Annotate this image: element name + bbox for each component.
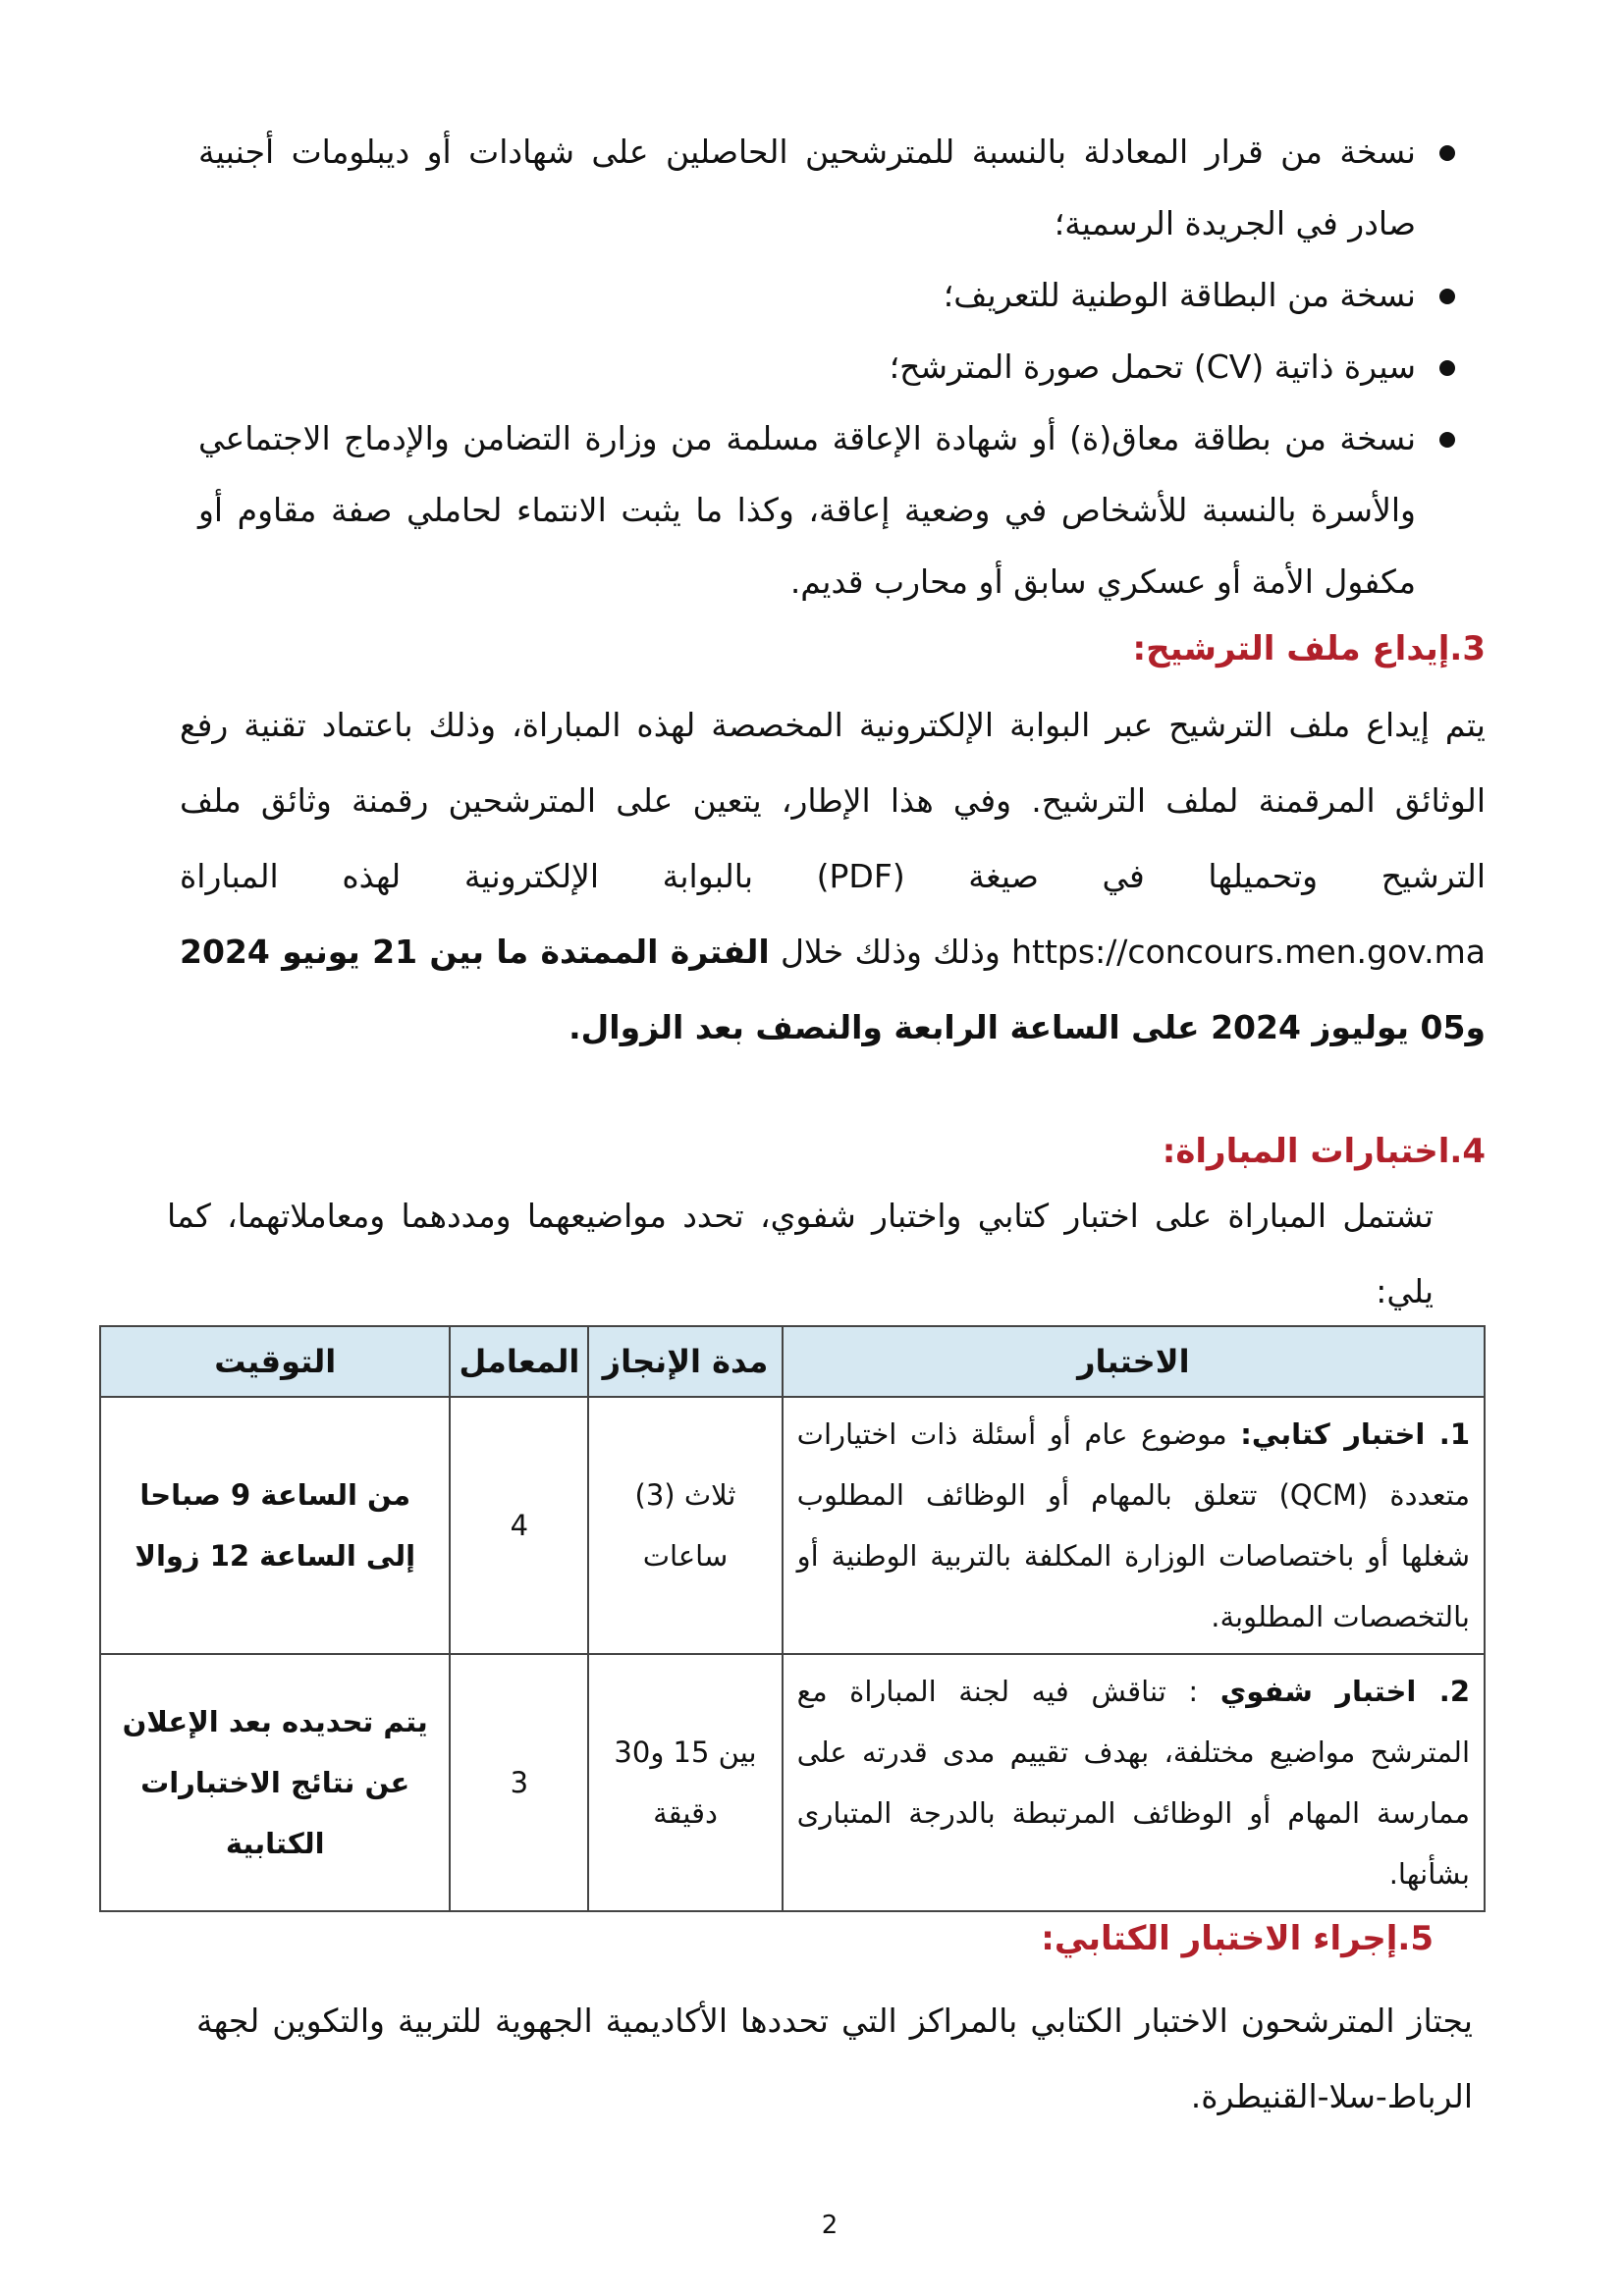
- tests-table: [99, 1325, 1486, 1912]
- section-5-text: يجتاز المترشحون الاختبار الكتابي بالمراكز التي تحددها الأكاديمية الجهوية للتربية والتكوين لجهة الرباط-سلا-القنيطرة.: [196, 2002, 1473, 2115]
- application-period: الفترة الممتدة ما بين 21 يونيو 2024 و05 يوليوز 2024 على الساعة الرابعة والنصف بعد الزوال.: [180, 933, 1486, 1046]
- test-coefficient: 4: [450, 1397, 588, 1654]
- header-coefficient: المعامل: [450, 1326, 588, 1397]
- list-item: نسخة من بطاقة معاق(ة) أو شهادة الإعاقة مسلمة من وزارة التضامن والإدماج الاجتماعي والأسرة بالنسبة للأشخاص في وضعية إعاقة، وكذا ما يثبت الانتماء لحاملي صفة مقاوم أو مكفول الأمة أو عسكري سابق أو محارب قديم.: [198, 402, 1455, 617]
- list-item: سيرة ذاتية (CV) تحمل صورة المترشح؛: [198, 331, 1455, 402]
- test-description: 2. اختبار شفوي : تناقش فيه لجنة المباراة مع المترشح مواضيع مختلفة، بهدف تقييم مدى قدرته على ممارسة المهام أو الوظائف المرتبطة بالدرجة المتبارى بشأنها.: [783, 1654, 1485, 1911]
- portal-url[interactable]: https://concours.men.gov.ma: [1011, 933, 1486, 971]
- header-timing: التوقيت: [100, 1326, 450, 1397]
- requirements-list: [198, 116, 1455, 617]
- test-coefficient: 3: [450, 1654, 588, 1911]
- section-5-heading: 5.إجراء الاختبار الكتابي:: [1041, 1919, 1434, 1958]
- page-number: 2: [821, 2211, 839, 2240]
- test-timing: يتم تحديده بعد الإعلان عن نتائج الاختبارات الكتابية: [100, 1654, 450, 1911]
- test-duration: ثلاث (3) ساعات: [588, 1397, 782, 1654]
- document-page: [122, 0, 1512, 2296]
- table-row: [100, 1397, 1485, 1654]
- bullet-icon: [1439, 145, 1455, 161]
- header-duration: مدة الإنجاز: [588, 1326, 782, 1397]
- test-timing: من الساعة 9 صباحا إلى الساعة 12 زوالا: [100, 1397, 450, 1654]
- section-3-heading: 3.إيداع ملف الترشيح:: [1132, 629, 1486, 668]
- bullet-icon: [1439, 360, 1455, 376]
- bullet-icon: [1439, 432, 1455, 448]
- header-test: الاختبار: [783, 1326, 1485, 1397]
- section-3-text: يتم إيداع ملف الترشيح عبر البوابة الإلكترونية المخصصة لهذه المباراة، وذلك باعتماد تقنية رفع الوثائق المرقمنة لملف الترشيح. وفي هذا الإطار، يتعين على المترشحين رقمنة وثائق ملف الترشيح وتحميلها في صيغة (PDF) بالبوابة الإلكترونية لهذه المباراة https://concours.men.gov.ma وذلك وذلك خلال الفترة الممتدة ما بين 21 يونيو 2024 و05 يوليوز 2024 على الساعة الرابعة والنصف بعد الزوال.: [180, 706, 1487, 1046]
- section-4-heading: 4.اختبارات المباراة:: [1162, 1132, 1486, 1171]
- list-item: نسخة من البطاقة الوطنية للتعريف؛: [198, 259, 1455, 331]
- test-description: 1. اختبار كتابي: موضوع عام أو أسئلة ذات اختيارات متعددة (QCM) تتعلق بالمهام أو الوظائف المطلوب شغلها أو باختصاصات الوزارة المكلفة بالتربية الوطنية أو بالتخصصات المطلوبة.: [783, 1397, 1485, 1654]
- list-item: نسخة من قرار المعادلة بالنسبة للمترشحين الحاصلين على شهادات أو ديبلومات أجنبية صادر في الجريدة الرسمية؛: [198, 116, 1455, 259]
- table-row: [100, 1654, 1485, 1911]
- table-header-row: [100, 1326, 1485, 1397]
- bullet-icon: [1439, 289, 1455, 304]
- test-duration: بين 15 و30 دقيقة: [588, 1654, 782, 1911]
- section-4-intro: تشتمل المباراة على اختبار كتابي واختبار شفوي، تحدد مواضيعهما ومددهما ومعاملاتهما، كما يلي:: [167, 1197, 1434, 1310]
